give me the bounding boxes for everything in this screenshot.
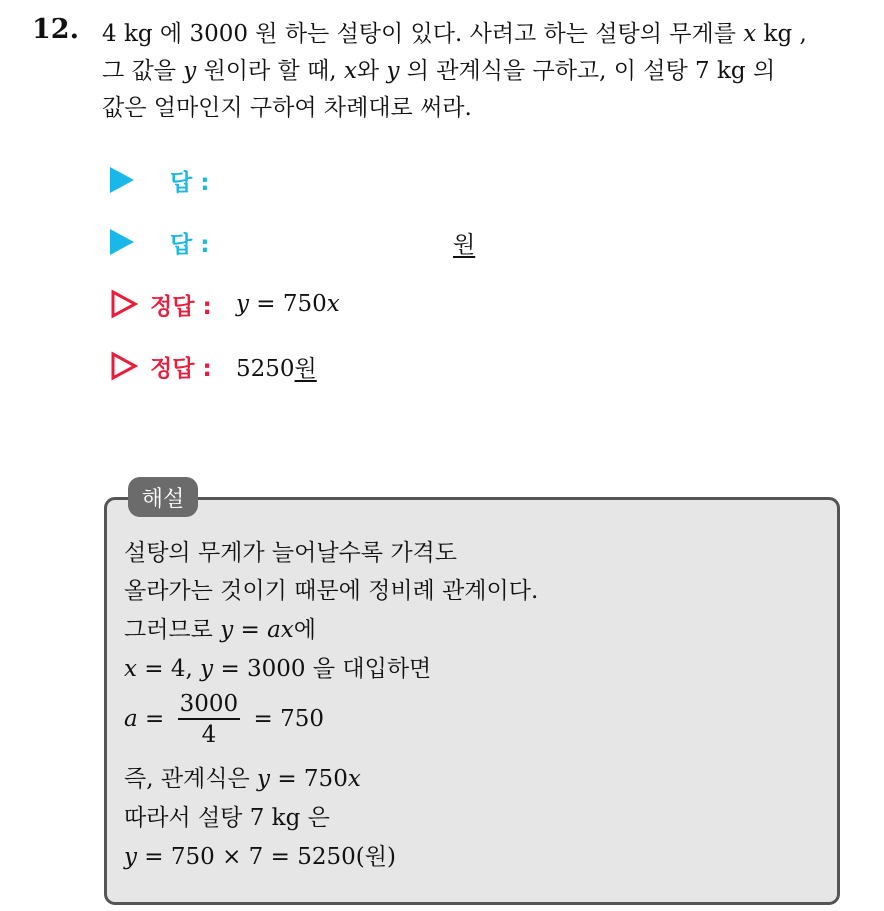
explanation-tab: 해설 [128, 477, 198, 517]
answer-label-1: 답 : [170, 169, 210, 196]
explanation-line-3: 그러므로 y = ax에 [124, 617, 316, 643]
outline-arrow-icon [110, 351, 138, 381]
play-arrow-icon [110, 167, 134, 193]
question-line-1: 4 kg 에 3000 원 하는 설탕이 있다. 사려고 하는 설탕의 무게를 x kg , [102, 21, 807, 47]
explanation-line-5: a = $\frac{3000}{4}$ = 750 [124, 691, 324, 748]
answer-row-1 [110, 160, 510, 200]
explanation-line-4: x = 4, y = 3000 을 대입하면 [124, 656, 432, 682]
correct-answer-row-2 [110, 346, 510, 386]
correct-answer-label-1: 정답 : [150, 293, 212, 320]
correct-answer-label-2: 정답 : [150, 355, 212, 382]
answer-unit-won: 원 [453, 231, 476, 258]
explanation-line-2: 올라가는 것이기 때문에 정비례 관계이다. [124, 578, 539, 604]
correct-answer-value-1: y = 750x [236, 291, 340, 317]
question-line-3: 값은 얼마인지 구하여 차례대로 써라. [102, 95, 472, 121]
explanation-line-8: y = 750 × 7 = 5250(원) [124, 844, 396, 870]
answer-row-2 [110, 222, 510, 262]
question-number: 12. [32, 14, 79, 45]
play-arrow-icon [110, 229, 134, 255]
explanation-line-1: 설탕의 무게가 늘어날수록 가격도 [124, 540, 457, 566]
outline-arrow-icon [110, 289, 138, 319]
answer-label-2: 답 : [170, 231, 210, 258]
fraction: $\frac{3000}{4}$ [179, 691, 239, 748]
explanation-line-6: 즉, 관계식은 y = 750x [124, 766, 361, 792]
explanation-line-7: 따라서 설탕 7 kg 은 [124, 805, 330, 831]
question-text [102, 16, 872, 127]
correct-answer-value-2: 5250원 [236, 355, 317, 382]
question-line-2: 그 값을 y 원이라 할 때, x와 y 의 관계식을 구하고, 이 설탕 7 kg 의 [102, 58, 776, 84]
correct-answer-row-1 [110, 284, 510, 324]
